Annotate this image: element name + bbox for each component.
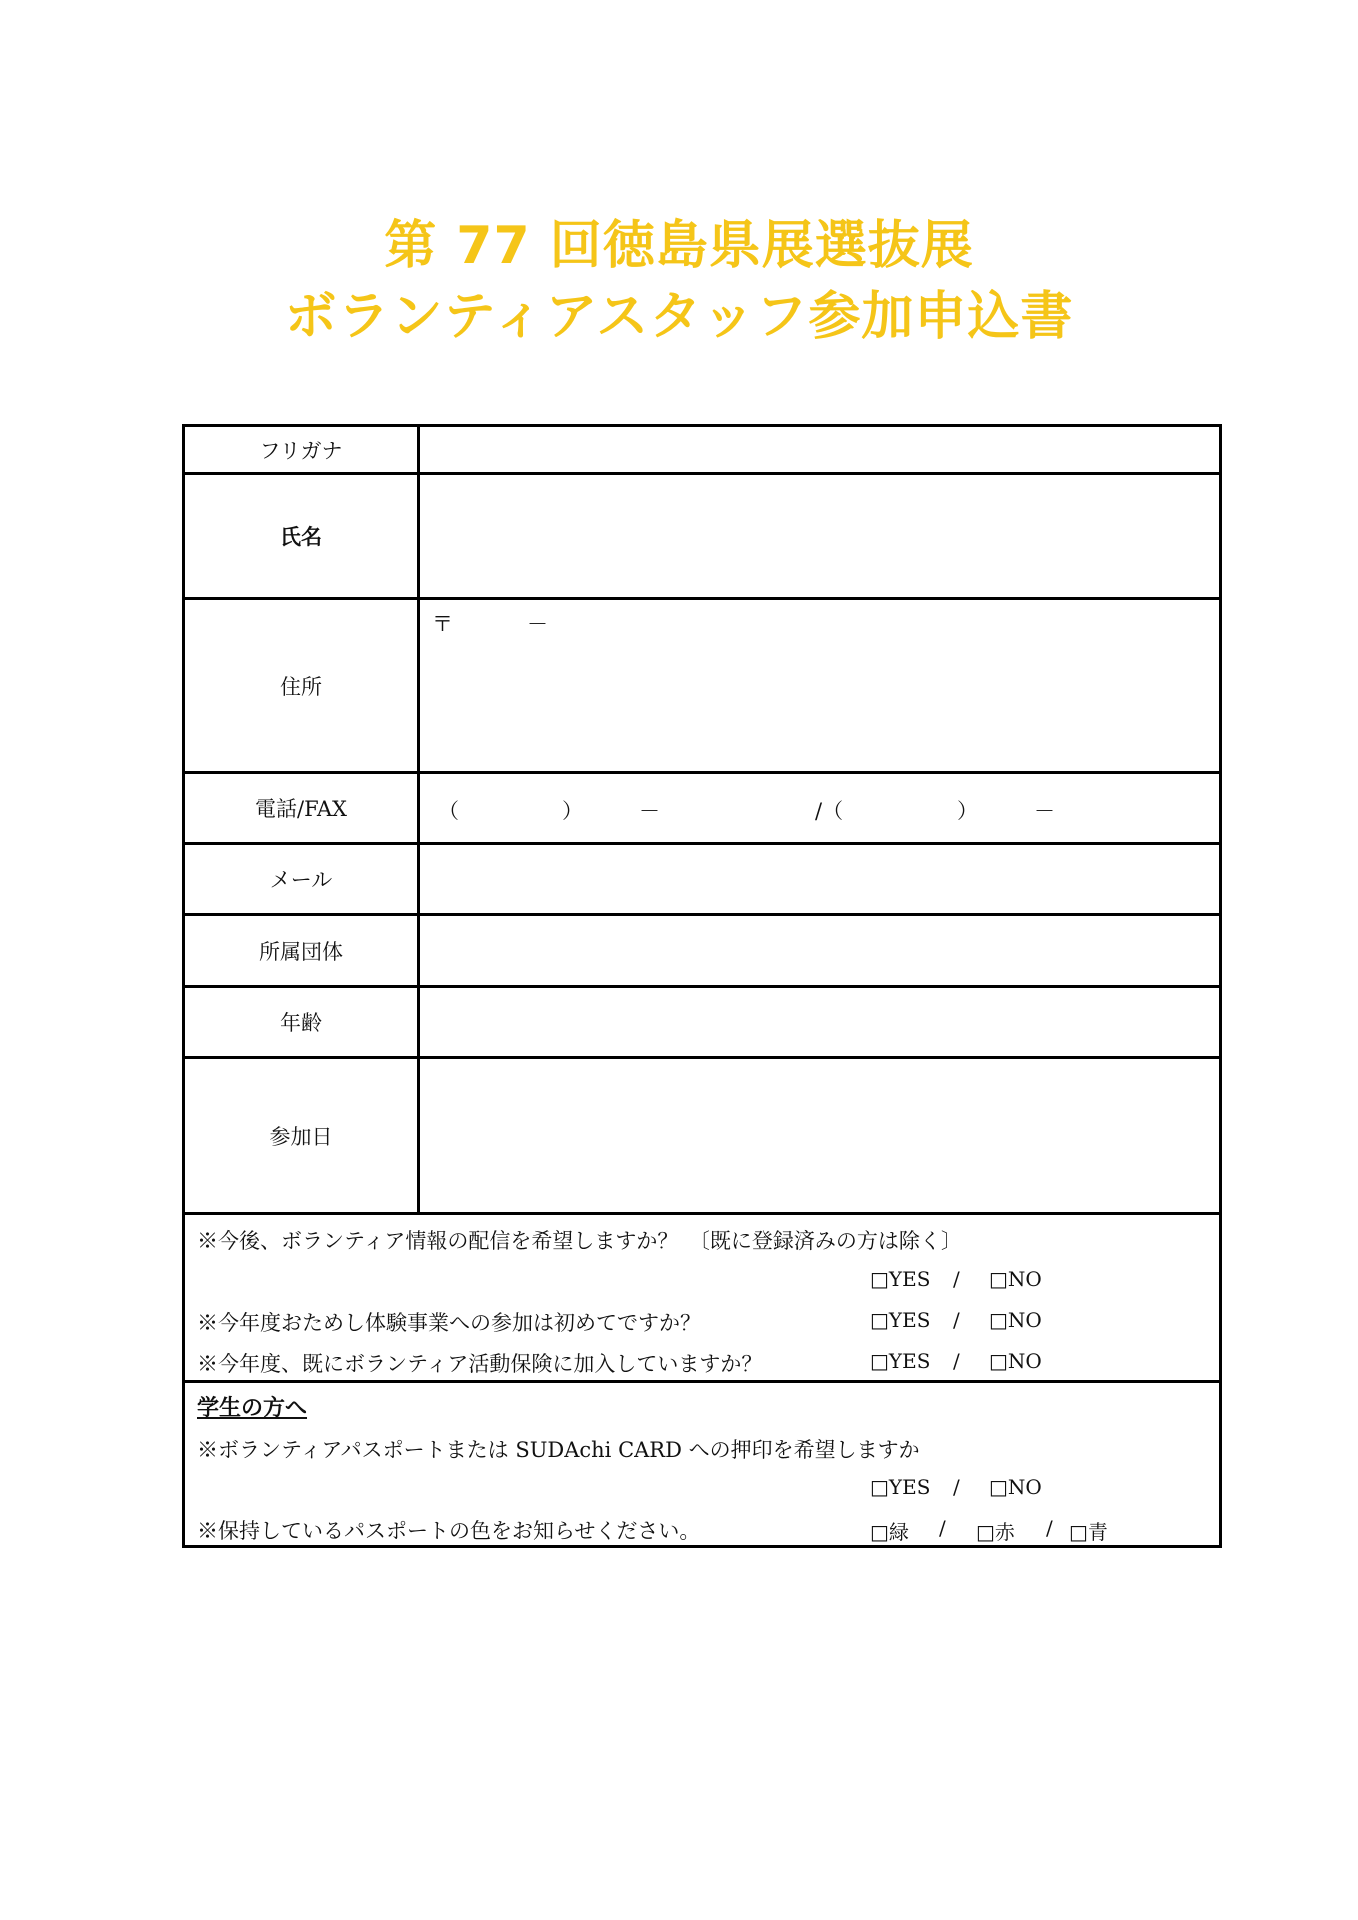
name-label: 氏名 — [185, 475, 420, 597]
q4-no-checkbox[interactable]: □NO — [989, 1475, 1042, 1499]
q1-no-checkbox[interactable]: □NO — [989, 1267, 1042, 1291]
student-heading: 学生の方へ — [197, 1396, 308, 1421]
fax-close-paren: ） — [957, 799, 978, 823]
row-mail — [185, 845, 1219, 916]
q2-yes-checkbox[interactable]: □YES — [870, 1308, 931, 1332]
question-passport-color: ※保持しているパスポートの色をお知らせください。 — [197, 1519, 701, 1543]
address-label: 住所 — [185, 600, 420, 771]
furigana-label: フリガナ — [185, 427, 420, 472]
red-checkbox[interactable]: □赤 — [976, 1520, 1015, 1544]
color-slash-1: / — [939, 1516, 946, 1540]
fax-separator: /（ — [815, 799, 844, 823]
mail-label: メール — [185, 845, 420, 913]
phone-label: 電話/FAX — [185, 774, 420, 842]
color-slash-2: / — [1046, 1516, 1053, 1540]
q2-no-checkbox[interactable]: □NO — [989, 1308, 1042, 1332]
postal-mark: 〒 — [432, 612, 453, 636]
group-field[interactable] — [420, 916, 1219, 985]
application-form — [182, 424, 1222, 1548]
title-line-2: ボランティアスタッフ参加申込書 — [284, 287, 1074, 347]
mail-field[interactable] — [420, 845, 1219, 913]
row-name — [185, 475, 1219, 600]
furigana-field[interactable] — [420, 427, 1219, 472]
q1-yes-checkbox[interactable]: □YES — [870, 1267, 931, 1291]
q1-slash: / — [953, 1267, 960, 1291]
postal-dash: － — [527, 612, 548, 636]
phone-dash: － — [639, 799, 660, 823]
q3-slash: / — [953, 1349, 960, 1373]
phone-open-paren: （ — [438, 799, 459, 823]
green-checkbox[interactable]: □緑 — [870, 1520, 909, 1544]
student-section — [185, 1383, 1219, 1545]
q4-yes-checkbox[interactable]: □YES — [870, 1475, 931, 1499]
blue-checkbox[interactable]: □青 — [1069, 1520, 1108, 1544]
q2-slash: / — [953, 1308, 960, 1332]
q3-no-checkbox[interactable]: □NO — [989, 1349, 1042, 1373]
row-group — [185, 916, 1219, 988]
question-stamp: ※ボランティアパスポートまたは SUDAchi CARD への押印を希望しますか — [197, 1438, 920, 1462]
phone-field[interactable] — [420, 774, 1219, 842]
row-date — [185, 1059, 1219, 1215]
question-insurance: ※今年度、既にボランティア活動保険に加入していますか？ — [197, 1352, 763, 1376]
date-field[interactable] — [420, 1059, 1219, 1212]
q4-slash: / — [953, 1475, 960, 1499]
q3-yes-checkbox[interactable]: □YES — [870, 1349, 931, 1373]
age-label: 年齢 — [185, 988, 420, 1056]
question-newsletter: ※今後、ボランティア情報の配信を希望しますか？ 〔既に登録済みの方は除く〕 — [197, 1229, 962, 1253]
name-field[interactable] — [420, 475, 1219, 597]
date-label: 参加日 — [185, 1059, 420, 1212]
phone-close-paren: ） — [562, 799, 583, 823]
row-furigana — [185, 427, 1219, 475]
row-address — [185, 600, 1219, 774]
address-field[interactable] — [420, 600, 1219, 771]
age-field[interactable] — [420, 988, 1219, 1056]
fax-dash: － — [1034, 799, 1055, 823]
row-age — [185, 988, 1219, 1059]
question-first-time: ※今年度おためし体験事業への参加は初めてですか？ — [197, 1311, 701, 1335]
row-phone — [185, 774, 1219, 845]
questions-section — [185, 1215, 1219, 1383]
title-line-1: 第 77 回徳島県展選抜展 — [384, 216, 974, 276]
group-label: 所属団体 — [185, 916, 420, 985]
